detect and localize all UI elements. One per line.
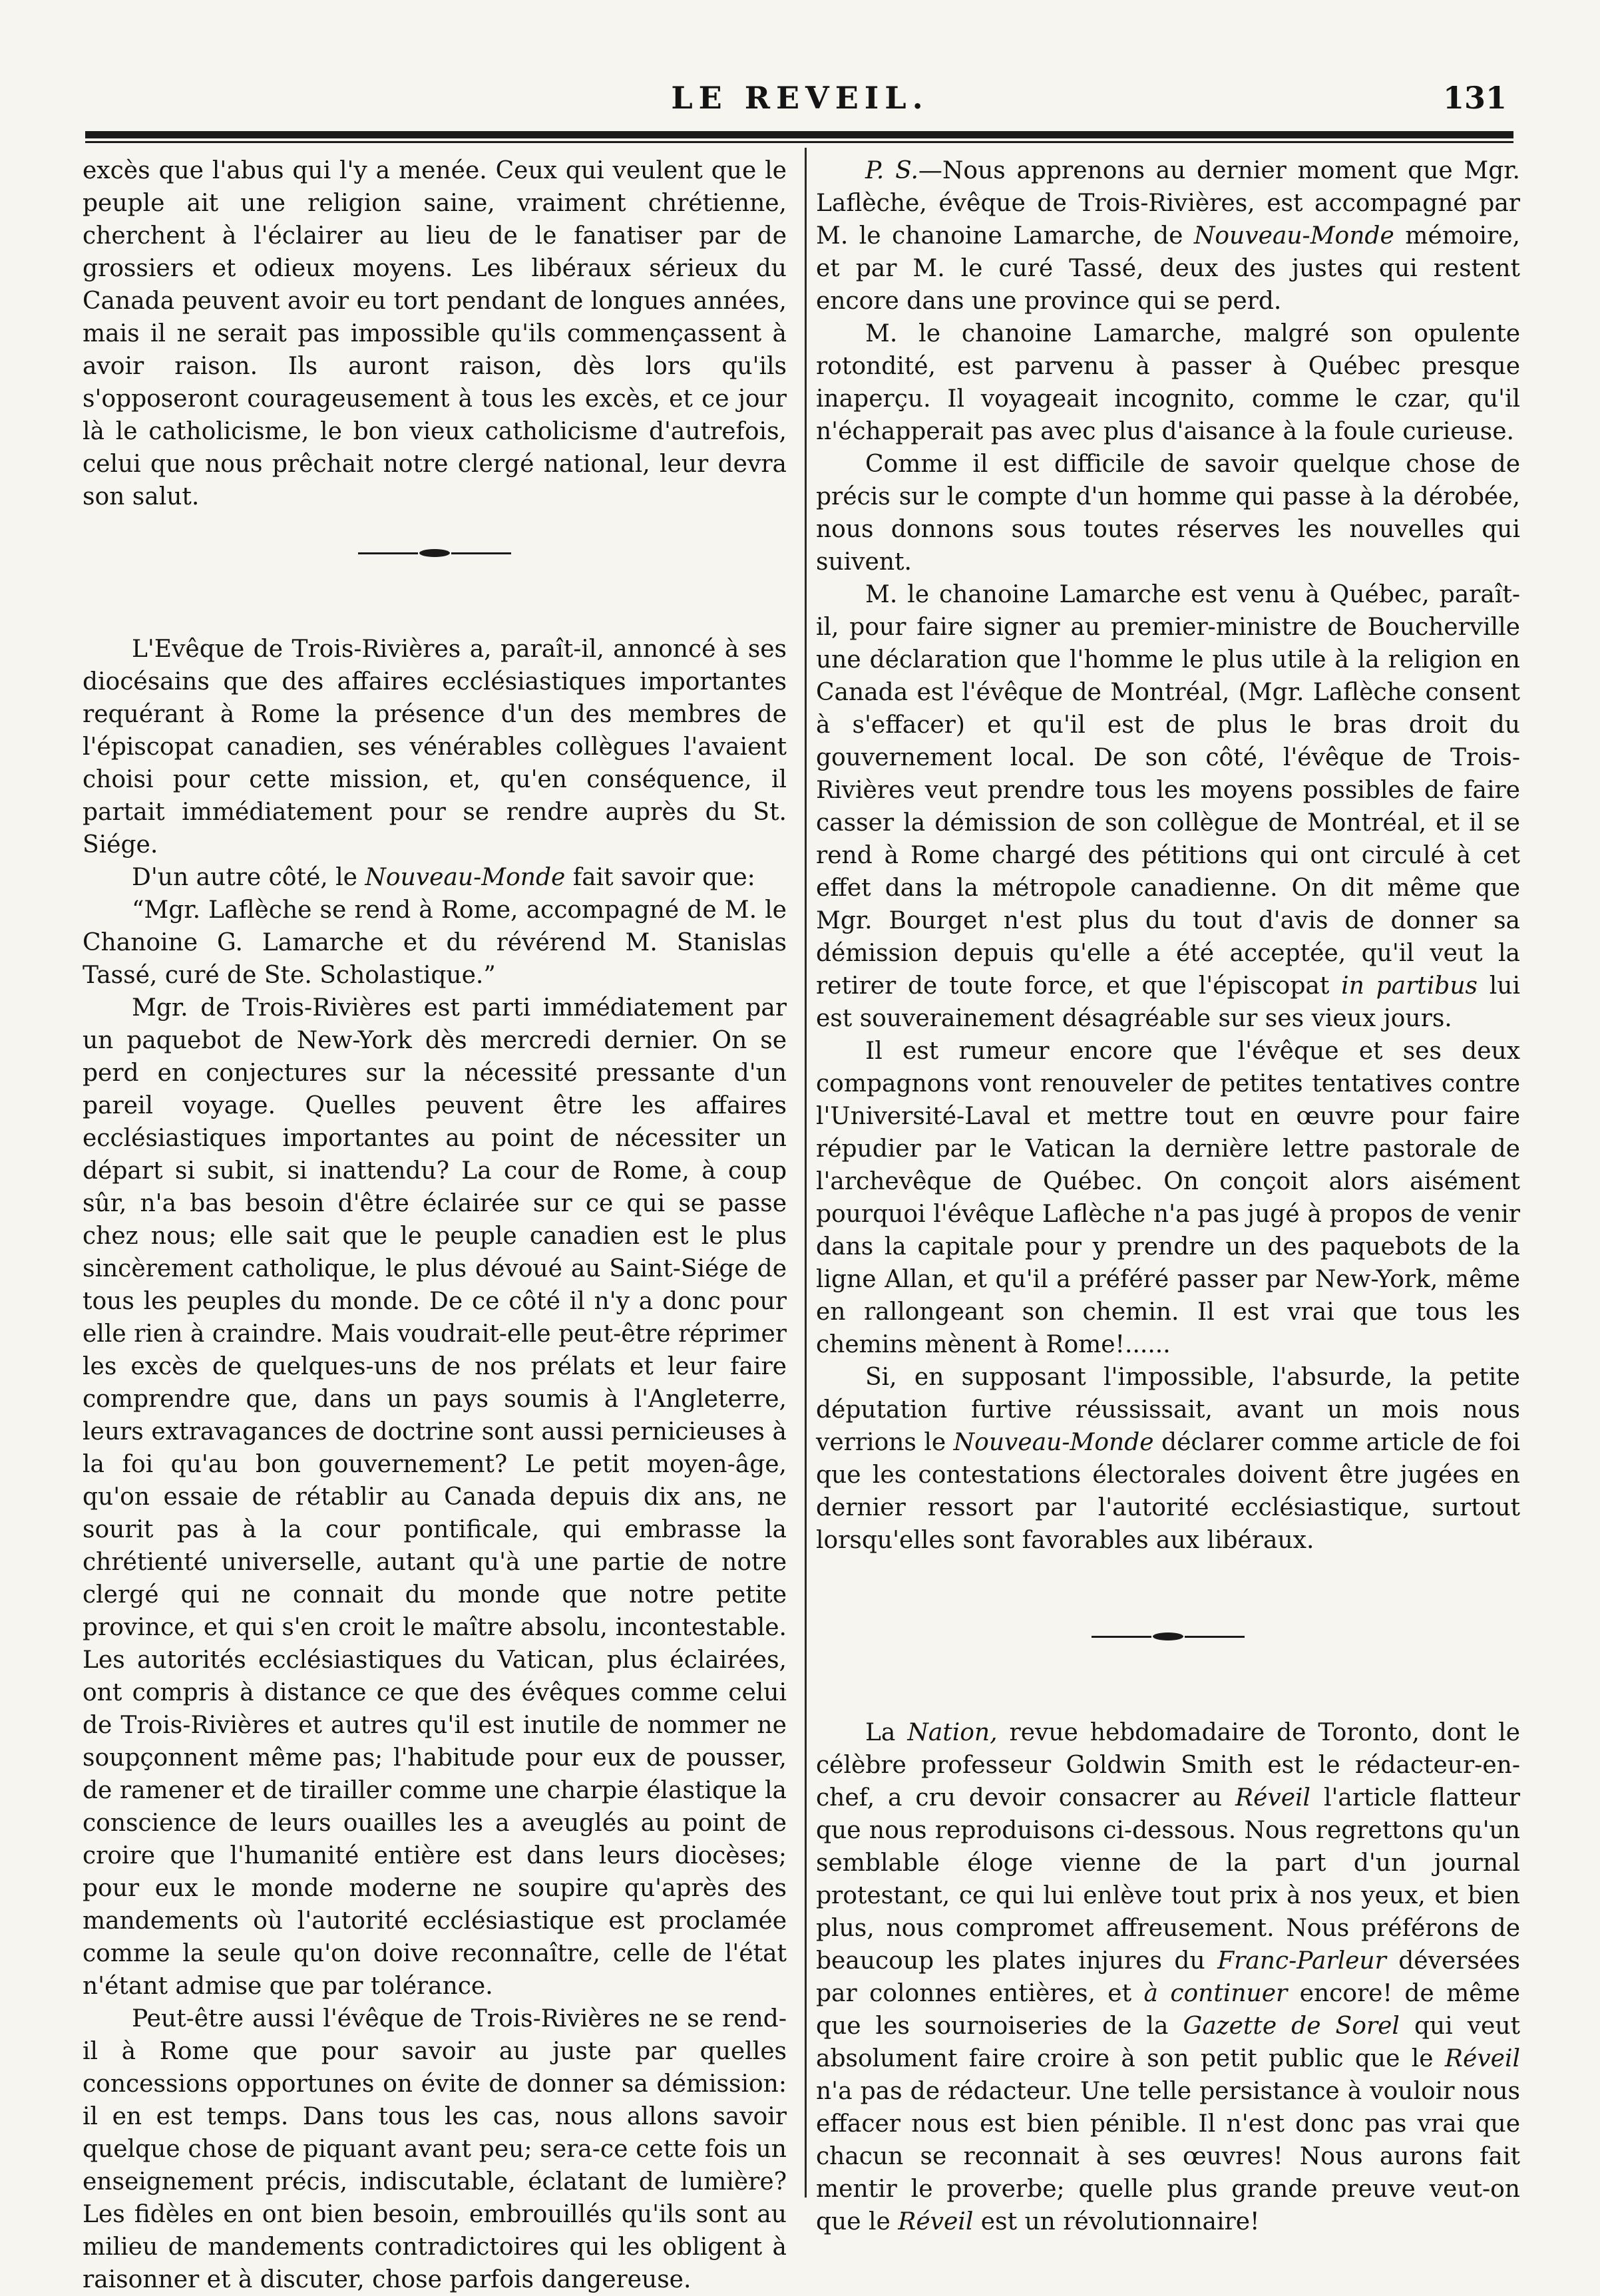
quoted-text: “Mgr. Laflèche se rend à Rome, accompagné de M. le Chanoine G. Lamarche et du révérend M. Stanislas Tassé, curé de Ste. Scholastique.”: [83, 896, 787, 989]
publication-title: Réveil: [1444, 2045, 1520, 2072]
emphasis-text: à continuer: [1143, 1980, 1288, 2007]
running-title: LE REVEIL.: [671, 80, 929, 116]
article-paragraph: L'Evêque de Trois-Rivières a, paraît-il, annoncé à ses diocésains que des affaires ecclésiastiques importantes requérant à Rome la présence d'un des membres de l'épiscopat canadien, ses vénérables collègues l'avaient choisi pour cette mission, et, qu'en conséquence, il partait immédiatement pour se rendre auprès du St. Siége.: [83, 636, 787, 859]
publication-title: Franc-Parleur: [1217, 1947, 1386, 1975]
header-rule-thick: [85, 131, 1513, 138]
article-paragraph: Mgr. de Trois-Rivières est parti immédiatement par un paquebot de New-York dès mercredi dernier. On se perd en conjectures sur la nécessité pressante d'un pareil voyage. Quelles peuvent être les affaires ecclésiastiques importantes au point de nécessiter un départ si subit, si inattendu? La cour de Rome, à coup sûr, n'a bas besoin d'être éclairée sur ce qui se passe chez nous; elle sait que le peuple canadien est le plus sincèrement catholique, le plus dévoué au Saint-Siége de tous les peuples du monde. De ce côté il n'y a donc pour elle rien à craindre. Mais voudrait-elle peut-être réprimer les excès de quelques-uns de nos prélats et leur faire comprendre que, dans un pays soumis à l'Angleterre, leurs extravagances de doctrine sont aussi pernicieuses à la foi qu'au bon gouvernement? Le petit moyen-âge, qu'on essaie de rétablir au Canada depuis dix ans, ne sourit pas à la cour pontificale, qui embrasse la chrétienté universelle, autant qu'à une partie de notre clergé qui ne connait du monde que notre petite province, et qui s'en croit le maître absolu, incontestable. Les autorités ecclésiastiques du Vatican, plus éclairées, ont compris à distance ce que des évêques comme celui de Trois-Rivières et autres qu'il est inutile de nommer ne soupçonnent même pas; l'habitude pour eux de pousser, de ramener et de tirailler comme une charpie élastique la conscience de leurs ouailles les a aveuglés au point de croire que l'humanité entière est dans leurs diocèses; pour eux le monde moderne ne soupire qu'après des mandements où l'autorité ecclésiastique est proclamée comme la seule qu'on doive reconnaître, celle de l'état n'étant admise que par tolérance.: [83, 994, 787, 2000]
article-paragraph: excès que l'abus qui l'y a menée. Ceux qui veulent que le peuple ait une religion saine, vraiment chrétienne, cherchent à l'éclairer au lieu de le fanatiser par de grossiers et odieux moyens. Les libéraux sérieux du Canada peuvent avoir eu tort pendant de longues années, mais il ne serait pas impossible qu'ils commençassent à avoir raison. Ils auront raison, dès lors qu'ils s'opposeront courageusement à tous les excès, et ce jour là le catholicisme, le bon vieux catholicisme d'autrefois, celui que nous prêchait notre clergé national, leur devra son salut.: [83, 157, 787, 510]
article-paragraph: Peut-être aussi l'évêque de Trois-Rivières ne se rend-il à Rome que pour savoir au juste par quelles concessions opportunes on évite de donner sa démission: il en est temps. Dans tous les cas, nous allons savoir quelque chose de piquant avant peu; sera-ce cette fois un enseignement précis, indiscutable, éclatant de lumière? Les fidèles en ont bien besoin, embrouillés qu'ils sont au milieu de mandements contradictoires qui les obligent à raisonner et à discuter, chose parfois dangereuse.: [83, 2005, 787, 2293]
article-paragraph: Comme il est difficile de savoir quelque chose de précis sur le compte d'un homme qui passe à la dérobée, nous donnons sous toutes réserves les nouvelles qui suivent.: [816, 451, 1520, 576]
header-rule-thin: [85, 141, 1513, 143]
article-paragraph: Si, en supposant l'impossible, l'absurde, la petite députation furtive réussissait, avant un mois nous verrions le Nouveau-Monde déclarer comme article de foi que les contestations électorales doivent être jugées en dernier ressort par l'autorité ecclésiastique, surtout lorsqu'elles sont favorables aux libéraux.: [816, 1364, 1520, 1554]
article-paragraph: D'un autre côté, le Nouveau-Monde fait savoir que:: [132, 864, 755, 891]
postscript-label: P. S.: [865, 157, 918, 184]
article-paragraph: M. le chanoine Lamarche, malgré son opulente rotondité, est parvenu à passer à Québec presque inaperçu. Il voyageait incognito, comme le czar, qu'il n'échapperait pas avec plus d'aisance à la foule curieuse.: [816, 320, 1520, 445]
left-column: [83, 154, 787, 2296]
newspaper-title: Nouveau-Monde: [365, 864, 566, 891]
page-number: 131: [1442, 80, 1507, 116]
column-divider: [805, 148, 807, 2198]
page-header: [87, 80, 1513, 133]
article-paragraph: La Nation, revue hebdomadaire de Toronto, dont le célèbre professeur Goldwin Smith est le rédacteur-en-chef, a cru devoir consacrer au Réveil l'article flatteur que nous reproduisons ci-dessous. Nous regrettons qu'un semblable éloge vienne de la part d'un journal protestant, ce qui lui enlève tout prix à nos yeux, et bien plus, nous compromet affreusement. Nous préférons de beaucoup les plates injures du Franc-Parleur déversées par colonnes entières, et à continuer encore! de même que les sournoiseries de la Gazette de Sorel qui veut absolument faire croire à son petit public que le Réveil n'a pas de rédacteur. Une telle persistance à vouloir nous effacer nous est bien pénible. Il n'est donc pas vrai que chacun se reconnait à ses œuvres! Nous aurons fait mentir le proverbe; quelle plus grande preuve veut-on que le Réveil est un révolutionnaire!: [816, 1719, 1520, 2235]
postscript-paragraph: P. S.—Nous apprenons au dernier moment que Mgr. Laflèche, évêque de Trois-Rivières, est accompagné par M. le chanoine Lamarche, de Nouveau-Monde mémoire, et par M. le curé Tassé, deux des justes qui restent encore dans une province qui se perd.: [816, 157, 1521, 315]
section-ornament: [816, 1597, 1520, 1676]
article-paragraph: Il est rumeur encore que l'évêque et ses deux compagnons vont renouveler de petites tentatives contre l'Université-Laval et mettre tout en œuvre pour faire répudier par le Vatican la dernière lettre pastorale de l'archevêque de Québec. On conçoit alors aisément pourquoi l'évêque Laflèche n'a pas jugé à propos de venir dans la capitale pour y prendre un des paquebots de la ligne Allan, et qu'il a préféré passer par New-York, même en rallongeant son chemin. Il est vrai que tous les chemins mènent à Rome!......: [816, 1038, 1520, 1358]
publication-title: Nation,: [907, 1719, 998, 1746]
publication-title: Réveil: [898, 2208, 974, 2235]
section-ornament: [83, 513, 787, 593]
newspaper-title: Nouveau-Monde: [1193, 222, 1394, 250]
latin-phrase: in partibus: [1341, 972, 1478, 1000]
newspaper-title: Nouveau-Monde: [953, 1429, 1154, 1456]
publication-title: Gazette de Sorel: [1183, 2012, 1400, 2040]
right-column: [816, 154, 1520, 2238]
article-paragraph: M. le chanoine Lamarche est venu à Québec, paraît-il, pour faire signer au premier-ministre de Boucherville une déclaration que l'homme le plus utile à la religion en Canada est l'évêque de Montréal, (Mgr. Laflèche consent à s'effacer) et qu'il est de plus le bras droit du gouvernement local. De son côté, l'évêque de Trois-Rivières veut prendre tous les moyens possibles de faire casser la démission de son collègue de Montréal, et il se rend à Rome chargé des pétitions qui ont circulé à cet effet dans la métropole canadienne. On dit même que Mgr. Bourget n'est plus du tout d'avis de donner sa démission depuis qu'elle a été acceptée, qu'il veut la retirer de toute force, et que l'épiscopat in partibus lui est souverainement désagréable sur ses vieux jours.: [816, 581, 1520, 1032]
publication-title: Réveil: [1235, 1784, 1311, 1812]
